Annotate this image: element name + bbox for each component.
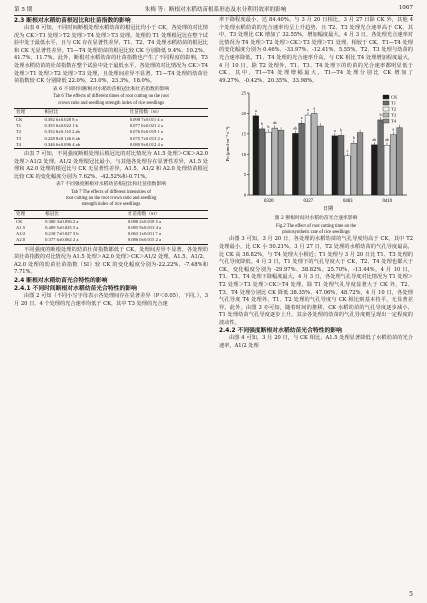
table-cell: A1/2 — [16, 231, 26, 237]
legend-swatch-T2 — [383, 107, 389, 111]
table-cell: 0.392 6±0.028 8 a — [44, 116, 78, 122]
bar-T3-0410 — [390, 135, 396, 195]
table7-header: 处理 — [14, 210, 43, 218]
table7-caption-en-3: strength index of rice seedlings — [81, 202, 141, 208]
significance-letter: a — [392, 127, 395, 132]
table6-header: 壮苗指数（SI） — [128, 108, 208, 116]
table-cell: T1 — [16, 123, 22, 129]
significance-letter: c — [346, 149, 349, 154]
legend-swatch-T3 — [383, 113, 389, 117]
significance-letter: b — [261, 122, 264, 127]
legend-swatch-CK — [383, 95, 389, 99]
header-issue: 第 5 期 — [14, 7, 33, 13]
table-cell: 0.085 9±0.013 4 a — [127, 224, 162, 230]
figure-2-chart — [219, 87, 413, 215]
significance-letter: a — [313, 106, 316, 111]
bar-T2-0410 — [384, 146, 390, 196]
table-cell: 0.088 2±0.018 5 a — [127, 218, 162, 224]
table-cell: 0.355 6±0.022 1 b — [44, 123, 78, 129]
legend-swatch-T4 — [383, 119, 389, 123]
section-2-4-heading: 2.4 断根对水稻幼苗光合特性的影响 — [14, 277, 108, 284]
table-cell: A1.5 — [16, 224, 26, 230]
bar-T4-0403 — [357, 133, 363, 195]
section-2-4-1-heading: 2.4.1 不同时间断根对水稻幼苗光合特性的影响 — [14, 285, 137, 292]
paragraph-table6-intro: 由表 6 可知，不同时间断根处理水稻幼苗的根冠比均小于 CK，各处理的对比情况为 CK＞T1 处理＞T2 处理＞T4 处理＞T3 处理。处理的 T1 处理根冠比在整个试验中处于最低水平，且与 CK 存在显著性差异，T1、T2、T4 处理水稻幼苗的根冠比和 CK 无显著性差异。T1—T4 处理幼苗的根冠比较 CK 分别降低 9.4%、10.2%、41.7%、11.7%。此外，断根对水稻幼苗的壮苗指数也产生了不同程度的影响，T3 处理水稻幼苗的壮苗指数在整个试验中处于最低水平，各处理的对比情况为 CK＞T4 处理＞T1 处理＞T2 处理＞T3 处理，且处理间差异不显著。T1—T4 处理的幼苗壮苗指数较 CK 分别降低 22.0%、23.0%、23.3%、18.0%。 — [14, 25, 208, 85]
table-cell: CK — [16, 116, 23, 122]
table-cell: 0.218 7±0.027 3 b — [45, 231, 79, 237]
table7 — [14, 210, 208, 245]
x-tick-label: 0327 — [303, 199, 314, 205]
page-number: 5 — [409, 591, 413, 598]
significance-letter: ab — [385, 138, 389, 143]
right-column — [219, 17, 413, 351]
bar-CK-0410 — [371, 145, 377, 195]
running-header — [14, 5, 413, 16]
table-cell: T2 — [16, 129, 22, 135]
significance-letter: b — [340, 128, 343, 133]
bar-T4-0327 — [318, 126, 324, 195]
bar-T3-0403 — [351, 144, 357, 196]
legend-label-T1: T1 — [391, 100, 397, 106]
table-cell: 0.346 6±0.096 4 ab — [42, 142, 127, 149]
significance-letter: b — [352, 136, 355, 141]
table7-header: 壮苗指数（SI） — [126, 210, 208, 218]
bar-T2-0327 — [305, 115, 311, 195]
table-cell: CK — [16, 218, 23, 224]
figure2-caption: 图 2 断根时间对水稻幼苗光合速率影响 — [274, 216, 358, 222]
table-row — [14, 237, 208, 244]
figure2-caption-en-2: photosynthetic rate of rice seedlings — [282, 230, 350, 236]
y-axis-label: Pn (μmol·m⁻²·s⁻¹) — [225, 126, 230, 162]
y-tick-label: 0 — [243, 192, 246, 198]
y-tick-label: 20 — [241, 111, 246, 117]
significance-letter: ab — [272, 121, 277, 126]
table6-caption: 表 6 不同时间断根对水稻幼苗根冠比和壮苗指数的影响 — [52, 86, 170, 92]
bar-CK-0403 — [332, 136, 338, 195]
legend-label-T3: T3 — [391, 112, 397, 118]
significance-letter: b — [267, 125, 270, 130]
section-2-4-2-heading: 2.4.2 不同强度断根对水稻幼苗光合特性的影响 — [219, 328, 342, 335]
legend-label-CK: CK — [391, 94, 398, 100]
legend-label-T4: T4 — [391, 118, 397, 124]
table-cell: A2.0 — [14, 237, 43, 244]
significance-letter: b — [379, 113, 382, 118]
table-cell: 0.380 3±0.056 2 a — [45, 218, 79, 224]
table-cell: 0.075 7±0.013 2 a — [129, 135, 163, 141]
paragraph-fig4-intro: 由图 4 可知，3 月 20 日，与 CK 相比，A1.5 处理显著降低了水稻幼苗的光合速率，A1/2 处理 — [219, 335, 413, 350]
significance-letter: a — [300, 116, 303, 121]
header-title: 朱梅 等：断根对水稻幼苗根系形态及水分利用效率的影响 — [144, 7, 287, 13]
table-cell: T3 — [16, 135, 22, 141]
table-cell: 0.080 9±0.012 4 a — [128, 142, 208, 149]
table-row — [14, 218, 208, 225]
table6-header: 处理 — [14, 108, 42, 116]
x-tick-label: 0320 — [263, 199, 274, 205]
table-row — [14, 142, 208, 149]
table-cell: 0.063 1±0.011 7 a — [127, 231, 161, 237]
bar-T2-0403 — [345, 156, 351, 195]
table-cell: 0.228 8±0.126 6 ab — [44, 135, 81, 141]
figure2-caption-en-1: Fig.2 The effect of root cutting time on the — [275, 223, 357, 229]
paragraph-fig2-intro: 由图 2 可知（不同小写字母表示各处理间存在显著差异（P＜0.05），下同。），3 月 20 日，4 个处理的光合速率均低于 CK，其中 T3 处理的光合速 — [14, 292, 208, 307]
bar-T3-0327 — [311, 114, 317, 196]
table7-caption: 表7 不同强度断根对水稻幼苗根冠比和壮苗指数影响 — [55, 182, 167, 188]
bar-T2-0320 — [266, 133, 272, 196]
y-tick-label: 10 — [241, 152, 246, 158]
left-column — [14, 17, 208, 308]
bar-T1-0403 — [338, 136, 344, 196]
table6-caption-en-2: crown ratio and seedling strength index of rice seedlings — [58, 100, 164, 106]
table6-caption-en-1: Tab 6 The effects of different times of root cutting on the root — [53, 94, 169, 100]
bar-T3-0320 — [272, 128, 278, 195]
figure-2 — [219, 87, 413, 215]
table-cell: T4 — [14, 142, 42, 149]
section-2-3-heading: 2.3 断根对水稻幼苗根冠比和壮苗指数的影响 — [14, 18, 131, 24]
y-tick-label: 15 — [241, 131, 246, 137]
legend-swatch-T1 — [383, 101, 389, 105]
bar-T1-0320 — [259, 129, 265, 195]
table-cell: 0.377 6±0.062 2 a — [43, 237, 126, 244]
y-tick-label: 5 — [243, 172, 246, 178]
header-page: 1067 — [398, 5, 413, 11]
significance-letter: a — [333, 129, 336, 134]
table-cell: 0.077 0±0.021 2 a — [129, 123, 163, 129]
significance-letter: ab — [372, 138, 377, 143]
table6 — [14, 108, 208, 149]
table7-caption-en-1: Tab 7 The effects of different intensities of — [71, 189, 151, 195]
table-cell: 0.409 5±0.025 5 a — [45, 224, 79, 230]
x-tick-label: 0410 — [382, 199, 393, 205]
legend-label-T2: T2 — [391, 106, 397, 112]
table-cell: 0.076 0±0.019 1 a — [129, 129, 163, 135]
paragraph-fig2-continued: 率下降程度最小，达 84.40%。与 3 月 20 日相比，3 月 27 日除 CK 外，其他 4 个处理水稻幼苗的光合速率均呈上升趋势，且 T2、T3 处理光合速率高于 CK，其中，T3 处理比 CK 增加了 32.55%，增加幅度最大。4 月 3 日，各处理光合速率对比情况为 T4 处理＞T2 处理＞CK＞T3 处理＞T1 处理。相较于 CK，T1—T4 处理的变化幅度分别为 0.46%、-33.97%、-12.41%、5.55%。T2、T3 处理与幼苗的光合速率降低，T1、T4 处理的光合速率升高，与 CK 相比 T4 处理增加程度最大。4 月 10 日，除 T2 处理外，T1、T3、T4 处理下的幼苗的光合速率都明显低于 CK，其中，T1—T4 处理增幅最大，T1—T4 处理分别比 CK 增加了 49.27%、-0.42%、20.35%、33.98%。 — [219, 17, 413, 84]
y-tick-label: 25 — [241, 90, 246, 96]
bar-T1-0410 — [378, 120, 384, 195]
bar-T4-0410 — [397, 128, 403, 195]
bar-CK-0320 — [253, 116, 259, 195]
table-cell: 0.086 0±0.015 2 a — [126, 237, 208, 244]
paragraph-fig3: 由图 3 可知，3 月 20 日，各处理的水稻幼苗的气孔导度均高于 CK，其中 T2 处理最小，比 CK 小 50.21%。3 月 27 日，T2 处理的水稻幼苗的气孔导度最高，比 CK 高 38.82%，与 T4 处理大小相近；T1 处理与 3 月 20 日比 T1、T3 处理的气孔导度降低。4 月 3 日，T1 处理下的气孔导度大于 CK，T2、T4 处理也都大于 CK，变化幅度分别为 -29.97%、38.82%、25.70%、-13.44%。4 月 10 日，T1、T3、T4 处理下降幅度最大，4 月 3 日，各处理气孔导度对比情况为 T1 处理＞T2 处理＞T3 处理＞CK＞T4 处理，除 T1 处理气孔导度显著大于 CK 外，T2、T3、T4 处理分别比 CK 降低 38.35%、47.06%、48.72%，4 月 10 日，各处理气孔导度 T4 处理外，T1、T2 处理的气孔导度与 CK 相比则基本持平，无显著差异。此外，由图 3 亦可知，随着时间的推移，CK 水稻幼苗的气孔导度逐步减小，T1 处理幼苗气孔导度逐步上升，其余各处理的幼苗的气孔导度则呈现出一定程度的波动性。 — [219, 236, 413, 326]
significance-letter: a — [307, 108, 309, 113]
bar-CK-0327 — [292, 134, 298, 196]
paragraph-table7-intro: 由表 7 可知，不同强度断根处理后根冠比的对比情况为 A1.5 处理＞CK＞A2.0 处理＞A1/2 处理。A1/2 处理根冠比最小，与其他各处理存在显著性差异，A1.5 处理和 A2.0 处理的根冠比与 CK 无显著性差异。A1.5、A1/2 和 A2.0 处理幼苗根冠比较 CK 的变化幅度分别为 7.62%、-42.52%和-0.71%。 — [14, 150, 208, 180]
table7-caption-en-2: root cutting on the root crown ratio and seedling — [65, 196, 157, 202]
significance-letter: a — [254, 109, 257, 114]
bar-T4-0320 — [278, 130, 284, 195]
table-row — [14, 116, 208, 123]
table7-header: 根冠比 — [43, 210, 126, 218]
significance-letter: ab — [293, 126, 298, 131]
table-cell: 0.098 7±0.011 4 a — [129, 116, 163, 122]
x-axis-label: 日期 — [322, 206, 334, 213]
x-tick-label: 0403 — [342, 199, 353, 205]
table-cell: 0.352 6±0.110 2 ab — [44, 129, 80, 135]
paragraph-table7-result: 不同强度的断根处理的幼苗壮苗指数都低于 CK，处理间差异不显著。各处理幼苗壮苗指数的对比情况为 A1.5 处理＞A2.0 处理＞CK＞A1/2 处理。A1.5、A1/2、A2.0 处理的幼苗壮苗指数（SI）较 CK 的变化幅度分别为-22.22%、-7.48%和 7.71%。 — [14, 246, 208, 276]
bar-T1-0327 — [299, 124, 305, 196]
table6-header: 根冠比 — [42, 108, 127, 116]
